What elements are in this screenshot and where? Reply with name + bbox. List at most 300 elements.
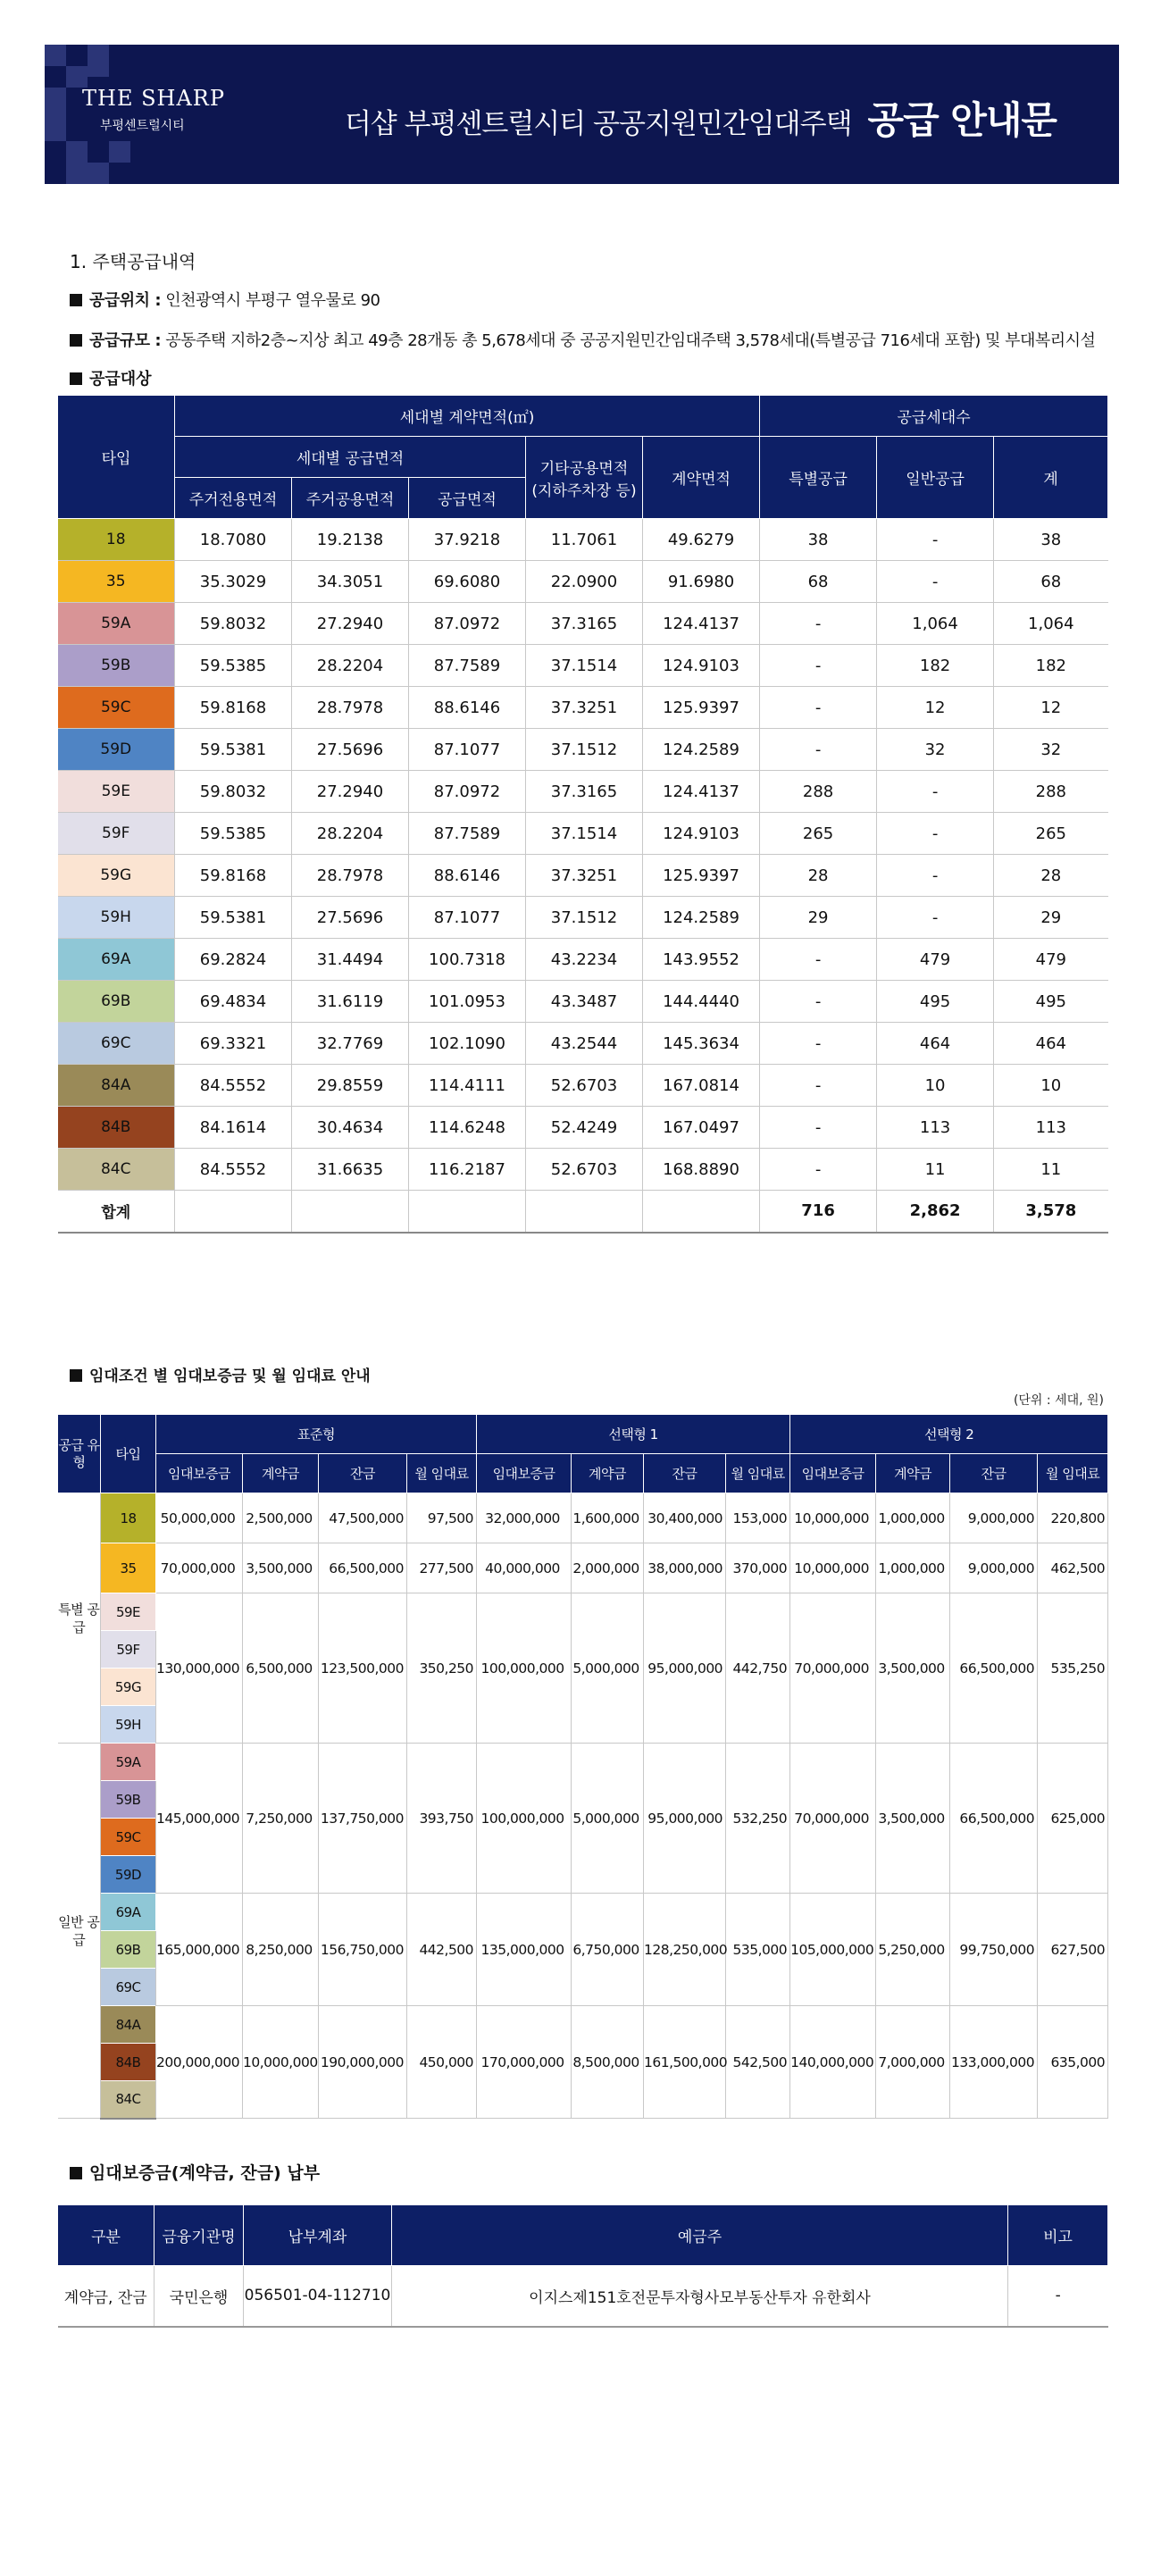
header-deposit: 임대보증금 <box>156 1454 243 1493</box>
total-cell: 32 <box>994 729 1108 771</box>
other-cell: 43.3487 <box>526 981 643 1023</box>
exclusive-cell: 69.2824 <box>175 939 292 981</box>
general-cell: 11 <box>877 1149 994 1191</box>
total-cell: 12 <box>994 687 1108 729</box>
supply-cell: 69.6080 <box>409 561 526 603</box>
type-cell: 59G <box>58 855 175 897</box>
exclusive-cell: 84.1614 <box>175 1107 292 1149</box>
general-cell: - <box>877 519 994 561</box>
general-cell: - <box>877 813 994 855</box>
header-supply: 공급면적 <box>409 478 526 519</box>
type-cell: 84B <box>101 2044 156 2081</box>
table-row <box>58 897 1108 939</box>
other-cell: 11.7061 <box>526 519 643 561</box>
supply-cell: 87.0972 <box>409 771 526 813</box>
supply-cell: 87.0972 <box>409 603 526 645</box>
bullet-square <box>70 372 82 385</box>
value-cell: 3,500,000 <box>876 1744 950 1894</box>
type-cell: 59B <box>58 645 175 687</box>
table-row <box>58 645 1108 687</box>
other-cell: 43.2544 <box>526 1023 643 1065</box>
value-cell: 123,500,000 <box>319 1593 407 1744</box>
value-cell: 10,000,000 <box>243 2006 319 2119</box>
shared-cell: 28.7978 <box>292 855 409 897</box>
table-row <box>58 561 1108 603</box>
exclusive-cell: 69.4834 <box>175 981 292 1023</box>
table-row <box>58 2266 1108 2327</box>
supply-cell: 100.7318 <box>409 939 526 981</box>
shared-cell: 30.4634 <box>292 1107 409 1149</box>
exclusive-cell: 59.5385 <box>175 645 292 687</box>
total-cell: 10 <box>994 1065 1108 1107</box>
header-contract-area-group: 세대별 계약면적(㎡) <box>175 396 760 437</box>
exclusive-cell: 59.8168 <box>175 687 292 729</box>
value-cell: 105,000,000 <box>790 1894 876 2006</box>
exclusive-cell: 59.8032 <box>175 771 292 813</box>
value-cell: 635,000 <box>1038 2006 1108 2119</box>
type-cell: 35 <box>58 561 175 603</box>
value-cell: 277,500 <box>407 1543 477 1593</box>
exclusive-cell: 69.3321 <box>175 1023 292 1065</box>
table-row <box>58 1065 1108 1107</box>
bullet-square <box>70 1369 82 1382</box>
type-cell: 59F <box>58 813 175 855</box>
value-cell: 2,000,000 <box>572 1543 644 1593</box>
holder-cell: 이지스제151호전문투자형사모부동산투자 유한회사 <box>392 2266 1008 2327</box>
table-row <box>58 855 1108 897</box>
header-monthly: 월 임대료 <box>726 1454 790 1493</box>
shared-cell: 28.7978 <box>292 687 409 729</box>
value-cell: 95,000,000 <box>644 1593 726 1744</box>
decor-square <box>66 66 88 88</box>
total-label: 합계 <box>58 1191 175 1233</box>
other-cell: 37.3251 <box>526 855 643 897</box>
contract-cell: 91.6980 <box>643 561 760 603</box>
type-cell: 69A <box>58 939 175 981</box>
table-row <box>58 687 1108 729</box>
special-cell: - <box>760 1149 877 1191</box>
value-cell: 10,000,000 <box>790 1493 876 1543</box>
supply-target <box>70 366 152 389</box>
supply-cell: 87.1077 <box>409 729 526 771</box>
header-other-shared-text: 기타공용면적 <box>539 459 629 478</box>
value-cell: 393,750 <box>407 1744 477 1894</box>
contract-cell: 125.9397 <box>643 687 760 729</box>
other-cell: 37.3165 <box>526 771 643 813</box>
supply-cell: 88.6146 <box>409 855 526 897</box>
special-cell: - <box>760 687 877 729</box>
supply-cell: 102.1090 <box>409 1023 526 1065</box>
decor-square <box>109 141 130 163</box>
supply-scale-value: 공동주택 지하2층~지상 최고 49층 28개동 총 5,678세대 중 공공지원민간임대주택 3,578세대(특별공급 716세대 포함) 및 부대복리시설 <box>161 331 1096 350</box>
value-cell: 6,500,000 <box>243 1593 319 1744</box>
header-plan-option1: 선택형 1 <box>477 1415 790 1454</box>
table-row <box>58 729 1108 771</box>
payment-section-title-text: 임대보증금(계약금, 잔금) 납부 <box>89 2163 321 2183</box>
shared-cell: 27.2940 <box>292 771 409 813</box>
exclusive-cell: 35.3029 <box>175 561 292 603</box>
empty-cell <box>643 1191 760 1233</box>
general-cell: - <box>877 897 994 939</box>
general-cell: - <box>877 855 994 897</box>
supply-location-value: 인천광역시 부평구 열우물로 90 <box>161 291 380 310</box>
supply-location-label: 공급위치 : <box>89 291 162 310</box>
table-row <box>58 1493 1108 1543</box>
special-cell: - <box>760 1107 877 1149</box>
other-cell: 37.1512 <box>526 729 643 771</box>
type-cell: 69C <box>58 1023 175 1065</box>
payment-account-table <box>57 2204 1108 2328</box>
header-exclusive: 주거전용면적 <box>175 478 292 519</box>
shared-cell: 31.6119 <box>292 981 409 1023</box>
empty-cell <box>526 1191 643 1233</box>
decor-square <box>66 141 88 184</box>
value-cell: 66,500,000 <box>950 1744 1038 1894</box>
table-row <box>58 2006 1108 2044</box>
shared-cell: 34.3051 <box>292 561 409 603</box>
other-cell: 37.1514 <box>526 645 643 687</box>
special-cell: 38 <box>760 519 877 561</box>
supply-location <box>70 288 380 311</box>
type-cell: 59C <box>58 687 175 729</box>
header-balance: 잔금 <box>950 1454 1038 1493</box>
header-supply-type: 공급 유형 <box>58 1415 101 1493</box>
total-special: 716 <box>760 1191 877 1233</box>
decor-square <box>45 88 66 141</box>
header-units-group: 공급세대수 <box>760 396 1108 437</box>
type-cell: 59E <box>101 1593 156 1631</box>
value-cell: 442,750 <box>726 1593 790 1744</box>
shared-cell: 19.2138 <box>292 519 409 561</box>
value-cell: 462,500 <box>1038 1543 1108 1593</box>
type-cell: 84A <box>101 2006 156 2044</box>
value-cell: 200,000,000 <box>156 2006 243 2119</box>
value-cell: 99,750,000 <box>950 1894 1038 2006</box>
exclusive-cell: 59.5381 <box>175 897 292 939</box>
value-cell: 95,000,000 <box>644 1744 726 1894</box>
decor-square <box>88 163 109 184</box>
type-cell: 69B <box>58 981 175 1023</box>
value-cell: 1,600,000 <box>572 1493 644 1543</box>
contract-cell: 168.8890 <box>643 1149 760 1191</box>
table-row <box>58 1593 1108 1631</box>
other-cell: 37.1512 <box>526 897 643 939</box>
general-cell: - <box>877 561 994 603</box>
value-cell: 128,250,000 <box>644 1894 726 2006</box>
contract-cell: 49.6279 <box>643 519 760 561</box>
type-cell: 69B <box>101 1931 156 1969</box>
header-down: 계약금 <box>876 1454 950 1493</box>
other-cell: 37.1514 <box>526 813 643 855</box>
value-cell: 3,500,000 <box>876 1593 950 1744</box>
value-cell: 535,000 <box>726 1894 790 2006</box>
bullet-square <box>70 334 82 347</box>
general-cell: 464 <box>877 1023 994 1065</box>
value-cell: 7,000,000 <box>876 2006 950 2119</box>
type-cell: 59B <box>101 1781 156 1819</box>
supply-scale-label: 공급규모 : <box>89 331 162 350</box>
shared-cell: 27.5696 <box>292 729 409 771</box>
value-cell: 370,000 <box>726 1543 790 1593</box>
value-cell: 542,500 <box>726 2006 790 2119</box>
table-row <box>58 603 1108 645</box>
header-other-shared-sub: (지하주차장 등) <box>531 481 637 500</box>
rent-section-title-text: 임대조건 별 임대보증금 및 월 임대료 안내 <box>89 1367 371 1385</box>
total-cell: 1,064 <box>994 603 1108 645</box>
value-cell: 47,500,000 <box>319 1493 407 1543</box>
supply-cell: 101.0953 <box>409 981 526 1023</box>
value-cell: 30,400,000 <box>644 1493 726 1543</box>
total-cell: 11 <box>994 1149 1108 1191</box>
value-cell: 38,000,000 <box>644 1543 726 1593</box>
type-cell: 59H <box>58 897 175 939</box>
special-cell: - <box>760 939 877 981</box>
decor-square <box>88 45 109 77</box>
value-cell: 40,000,000 <box>477 1543 572 1593</box>
empty-cell <box>409 1191 526 1233</box>
contract-cell: 124.2589 <box>643 729 760 771</box>
value-cell: 9,000,000 <box>950 1543 1038 1593</box>
other-cell: 52.4249 <box>526 1107 643 1149</box>
contract-cell: 124.4137 <box>643 771 760 813</box>
exclusive-cell: 59.8032 <box>175 603 292 645</box>
contract-cell: 125.9397 <box>643 855 760 897</box>
page-title-bold: 공급 안내문 <box>867 98 1057 142</box>
contract-cell: 124.4137 <box>643 603 760 645</box>
header-account: 납부계좌 <box>244 2205 392 2266</box>
type-cell: 59D <box>58 729 175 771</box>
supply-cell: 114.4111 <box>409 1065 526 1107</box>
special-cell: 29 <box>760 897 877 939</box>
shared-cell: 28.2204 <box>292 813 409 855</box>
supply-cell: 114.6248 <box>409 1107 526 1149</box>
type-cell: 84C <box>58 1149 175 1191</box>
special-cell: - <box>760 981 877 1023</box>
special-cell: 265 <box>760 813 877 855</box>
header-down: 계약금 <box>243 1454 319 1493</box>
value-cell: 625,000 <box>1038 1744 1108 1894</box>
special-cell: 28 <box>760 855 877 897</box>
header-supply-area-group: 세대별 공급면적 <box>175 437 526 478</box>
total-cell: 68 <box>994 561 1108 603</box>
exclusive-cell: 18.7080 <box>175 519 292 561</box>
header-note: 비고 <box>1008 2205 1108 2266</box>
table-row <box>58 1744 1108 1781</box>
other-cell: 43.2234 <box>526 939 643 981</box>
type-cell: 69C <box>101 1969 156 2006</box>
other-cell: 22.0900 <box>526 561 643 603</box>
table-row <box>58 981 1108 1023</box>
shared-cell: 31.6635 <box>292 1149 409 1191</box>
general-cell: 1,064 <box>877 603 994 645</box>
value-cell: 140,000,000 <box>790 2006 876 2119</box>
total-cell: 182 <box>994 645 1108 687</box>
value-cell: 130,000,000 <box>156 1593 243 1744</box>
header-monthly: 월 임대료 <box>1038 1454 1108 1493</box>
bullet-square <box>70 2167 82 2179</box>
value-cell: 66,500,000 <box>319 1543 407 1593</box>
value-cell: 32,000,000 <box>477 1493 572 1543</box>
value-cell: 350,250 <box>407 1593 477 1744</box>
total-general: 2,862 <box>877 1191 994 1233</box>
total-cell: 464 <box>994 1023 1108 1065</box>
general-cell: 113 <box>877 1107 994 1149</box>
contract-cell: 144.4440 <box>643 981 760 1023</box>
shared-cell: 31.4494 <box>292 939 409 981</box>
payment-section-title <box>70 2160 320 2184</box>
value-cell: 153,000 <box>726 1493 790 1543</box>
value-cell: 70,000,000 <box>156 1543 243 1593</box>
contract-cell: 143.9552 <box>643 939 760 981</box>
value-cell: 66,500,000 <box>950 1593 1038 1744</box>
special-cell: - <box>760 729 877 771</box>
shared-cell: 32.7769 <box>292 1023 409 1065</box>
decor-square <box>45 45 66 66</box>
header-bank: 금융기관명 <box>155 2205 244 2266</box>
empty-cell <box>175 1191 292 1233</box>
rent-conditions-table <box>57 1414 1108 2120</box>
value-cell: 50,000,000 <box>156 1493 243 1543</box>
general-cell: 10 <box>877 1065 994 1107</box>
supply-cell: 87.7589 <box>409 645 526 687</box>
supply-scale <box>70 328 1095 351</box>
value-cell: 220,800 <box>1038 1493 1108 1543</box>
value-cell: 7,250,000 <box>243 1744 319 1894</box>
value-cell: 190,000,000 <box>319 2006 407 2119</box>
other-cell: 52.6703 <box>526 1149 643 1191</box>
other-cell: 37.3251 <box>526 687 643 729</box>
supply-cell: 88.6146 <box>409 687 526 729</box>
header-plan-option2: 선택형 2 <box>790 1415 1108 1454</box>
value-cell: 5,250,000 <box>876 1894 950 2006</box>
header-holder: 예금주 <box>392 2205 1008 2266</box>
type-cell: 84A <box>58 1065 175 1107</box>
value-cell: 97,500 <box>407 1493 477 1543</box>
value-cell: 5,000,000 <box>572 1593 644 1744</box>
type-cell: 59C <box>101 1819 156 1856</box>
special-cell: - <box>760 1065 877 1107</box>
general-cell: - <box>877 771 994 813</box>
header-category: 구분 <box>58 2205 155 2266</box>
total-cell: 288 <box>994 771 1108 813</box>
value-cell: 535,250 <box>1038 1593 1108 1744</box>
account-cell: 056501-04-112710 <box>244 2266 392 2327</box>
value-cell: 3,500,000 <box>243 1543 319 1593</box>
value-cell: 161,500,000 <box>644 2006 726 2119</box>
type-cell: 18 <box>58 519 175 561</box>
type-cell: 59G <box>101 1669 156 1706</box>
table-row <box>58 1894 1108 1931</box>
header-monthly: 월 임대료 <box>407 1454 477 1493</box>
total-cell: 29 <box>994 897 1108 939</box>
group-general: 일반 공급 <box>58 1744 101 2119</box>
value-cell: 9,000,000 <box>950 1493 1038 1543</box>
rent-section-title <box>70 1363 371 1385</box>
type-cell: 59A <box>58 603 175 645</box>
total-cell: 38 <box>994 519 1108 561</box>
general-cell: 12 <box>877 687 994 729</box>
exclusive-cell: 59.5385 <box>175 813 292 855</box>
total-total: 3,578 <box>994 1191 1108 1233</box>
exclusive-cell: 84.5552 <box>175 1065 292 1107</box>
exclusive-cell: 59.8168 <box>175 855 292 897</box>
note-cell: - <box>1008 2266 1108 2327</box>
table-row <box>58 1107 1108 1149</box>
header-total: 계 <box>994 437 1108 519</box>
total-cell: 113 <box>994 1107 1108 1149</box>
header-general: 일반공급 <box>877 437 994 519</box>
special-cell: - <box>760 603 877 645</box>
contract-cell: 124.9103 <box>643 813 760 855</box>
supply-cell: 87.1077 <box>409 897 526 939</box>
total-row <box>58 1191 1108 1233</box>
value-cell: 442,500 <box>407 1894 477 2006</box>
type-cell: 18 <box>101 1493 156 1543</box>
type-cell: 59H <box>101 1706 156 1744</box>
contract-cell: 167.0814 <box>643 1065 760 1107</box>
value-cell: 133,000,000 <box>950 2006 1038 2119</box>
value-cell: 165,000,000 <box>156 1894 243 2006</box>
general-cell: 182 <box>877 645 994 687</box>
total-cell: 495 <box>994 981 1108 1023</box>
type-cell: 59E <box>58 771 175 813</box>
category-cell: 계약금, 잔금 <box>58 2266 155 2327</box>
header-deposit: 임대보증금 <box>790 1454 876 1493</box>
value-cell: 156,750,000 <box>319 1894 407 2006</box>
header-down: 계약금 <box>572 1454 644 1493</box>
bank-cell: 국민은행 <box>155 2266 244 2327</box>
exclusive-cell: 59.5381 <box>175 729 292 771</box>
value-cell: 135,000,000 <box>477 1894 572 2006</box>
value-cell: 627,500 <box>1038 1894 1108 2006</box>
header-other-shared <box>526 437 643 519</box>
shared-cell: 27.2940 <box>292 603 409 645</box>
supply-cell: 116.2187 <box>409 1149 526 1191</box>
header-plan-standard: 표준형 <box>156 1415 477 1454</box>
table-row <box>58 813 1108 855</box>
table-row <box>58 771 1108 813</box>
value-cell: 100,000,000 <box>477 1744 572 1894</box>
type-cell: 35 <box>101 1543 156 1593</box>
header-balance: 잔금 <box>644 1454 726 1493</box>
contract-cell: 145.3634 <box>643 1023 760 1065</box>
brand-logo-sub: 부평센트럴시티 <box>100 119 185 133</box>
value-cell: 70,000,000 <box>790 1744 876 1894</box>
table-row <box>58 1149 1108 1191</box>
contract-cell: 124.9103 <box>643 645 760 687</box>
empty-cell <box>292 1191 409 1233</box>
table-row <box>58 1023 1108 1065</box>
value-cell: 5,000,000 <box>572 1744 644 1894</box>
special-cell: - <box>760 645 877 687</box>
header-type: 타입 <box>58 396 175 519</box>
page-title <box>345 91 1057 145</box>
value-cell: 8,500,000 <box>572 2006 644 2119</box>
exclusive-cell: 84.5552 <box>175 1149 292 1191</box>
table-row <box>58 519 1108 561</box>
supply-area-table <box>57 395 1108 1234</box>
bullet-square <box>70 294 82 306</box>
header-shared: 주거공용면적 <box>292 478 409 519</box>
value-cell: 170,000,000 <box>477 2006 572 2119</box>
page-title-text: 더샵 부평센트럴시티 공공지원민간임대주택 <box>344 108 852 140</box>
table-row <box>58 1543 1108 1593</box>
total-cell: 265 <box>994 813 1108 855</box>
other-cell: 37.3165 <box>526 603 643 645</box>
special-cell: - <box>760 1023 877 1065</box>
type-cell: 84B <box>58 1107 175 1149</box>
header-balance: 잔금 <box>319 1454 407 1493</box>
